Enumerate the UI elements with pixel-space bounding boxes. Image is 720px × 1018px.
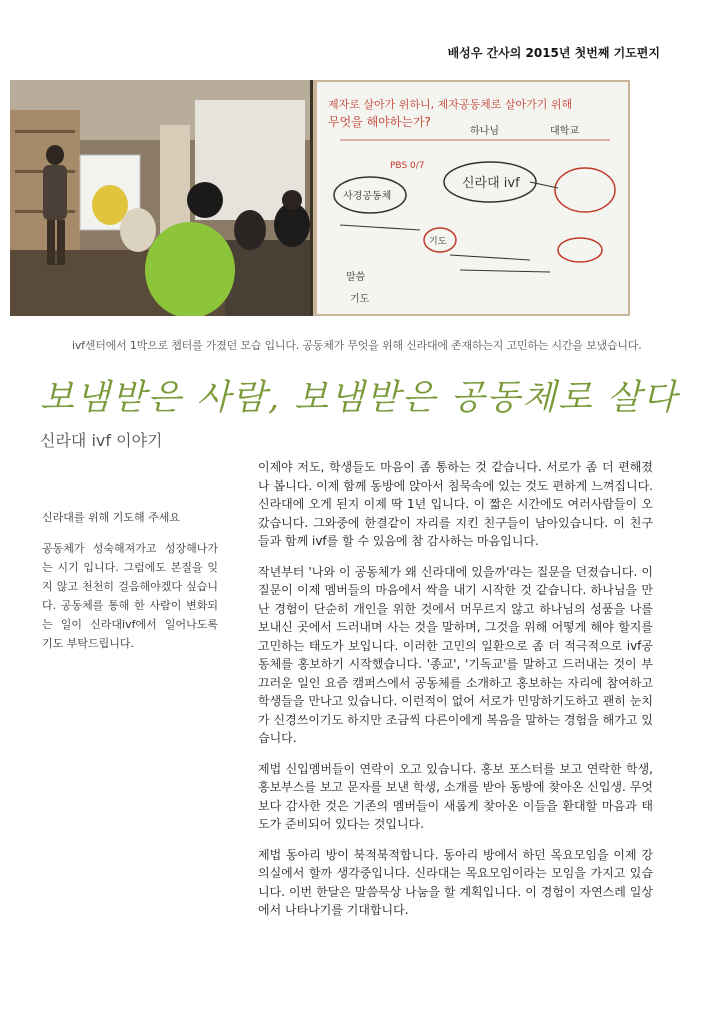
- person-green-jacket: [145, 222, 235, 316]
- person-standing-head: [46, 145, 64, 165]
- wb-daehakgyo: 대학교: [550, 126, 579, 137]
- article-paragraph: 작년부터 '나와 이 공동체가 왜 신라대에 있을까'라는 질문을 던졌습니다. 이 질문이 이제 멤버들의 마음에서 싹을 내기 시작한 것 같습니다. 하나님을 만난 경험이 단순히 개인을 위한 것에서 머무르지 않고 하나님의 성품을 나를 보내신 곳에서 드러내며 사는 것을 말하며, 그것을 위해 어떻게 해야 할지를 고민하는 태도가 보입니다. 이러한 고민의 일환으로 좀 더 적극적으로 ivf공동체를 홍보하기 시작했습니다. '종교', '기독교'를 말하고 드러내는 것이 부끄러운 일인 요즘 캠퍼스에서 공동체를 소개하고 홍보하는 자리에 참여하고 학생들을 만나고 있습니다. 이런적이 없어 서로가 민망하기도하고 괜히 눈치가 신경쓰이기도 하지만 조금씩 다른이에게 복음을 말하는 경험을 해가고 있습니다.: [258, 564, 653, 745]
- wb-hananim: 하나님: [470, 126, 499, 137]
- wb-bottom-label-2: 기도: [350, 294, 370, 305]
- person-dark: [234, 210, 266, 250]
- prayer-sidebar: [42, 508, 218, 653]
- photo-caption: ivf센터에서 1박으로 챕터를 가졌던 모습 입니다. 공동체가 무엇을 위해 신라대에 존재하는지 고민하는 시간을 보냈습니다.: [72, 339, 642, 352]
- wb-question-1: 제자로 살아가 위하니, 제자공동체로 살아가기 위해: [328, 98, 573, 111]
- article-headline: 보냄받은 사람, 보냄받은 공동체로 살다: [40, 378, 679, 418]
- wb-pbs: PBS 0/7: [390, 161, 425, 171]
- person-standing: [43, 165, 67, 220]
- wb-bottom-label: 말씀: [346, 272, 366, 283]
- wb-gigo: 기도: [429, 237, 447, 247]
- chapter-photo: [10, 80, 630, 316]
- wb-question-2: 무엇을 해야하는가?: [328, 115, 431, 129]
- article-paragraph: 이제야 저도, 학생들도 마음이 좀 통하는 것 같습니다. 서로가 좀 더 편해졌나 봅니다. 이제 함께 동방에 앉아서 침묵속에 있는 것도 편하게 느껴집니다. 신라대에 오게 된지 이제 딱 1년 입니다. 이 짧은 시간에도 여러사람들이 오갔습니다. 그와중에 한결같이 자리를 지킨 친구들이 남아있습니다. 이 친구들과 함께 ivf를 할 수 있음에 참 감사하는 마음입니다.: [258, 460, 653, 548]
- sidebar-body: 공동체가 성숙해져가고 성장해나가는 시기 입니다. 그럼에도 본질을 잊지 않고 천천히 걸음해야겠다 싶습니다. 공동체를 통해 한 사람이 변화되는 일이 신라대ivf에서 일어나도록 기도 부탁드립니다.: [42, 542, 218, 650]
- chapter-photo-illustration: [10, 80, 630, 316]
- article-body: [258, 458, 653, 932]
- wb-center-label: 신라대 ivf: [462, 176, 520, 191]
- table: [225, 240, 310, 316]
- article-subtitle: 신라대 ivf 이야기: [40, 431, 163, 450]
- sidebar-title: 신라대를 위해 기도해 주세요: [42, 511, 181, 524]
- person-sweater: [120, 208, 156, 252]
- wb-left-label: 사경공동체: [343, 191, 392, 202]
- article-paragraph: 제법 신입멤버들이 연락이 오고 있습니다. 홍보 포스터를 보고 연락한 학생, 홍보부스를 보고 문자를 보낸 학생, 소개를 받아 동방에 찾아온 신입생. 무엇보다 감사한 것은 기존의 멤버들이 새롭게 찾아온 이들을 환대할 마음과 태도가 준비되어 있다는 것입니다.: [258, 761, 653, 831]
- cabinet: [160, 125, 190, 235]
- article-paragraph: 제법 동아리 방이 북적북적합니다. 동아리 방에서 하던 목요모임을 이제 강의실에서 할까 생각중입니다. 신라대는 목요모임이라는 모임을 가지고 있습니다. 이번 한달은 말씀묵상 나눔을 할 계획입니다. 이 경험이 자연스레 일상에서 나타나기를 기대합니다.: [258, 847, 653, 917]
- person-green-head: [187, 182, 223, 218]
- newsletter-title: 배성우 간사의 2015년 첫번째 기도편지: [447, 46, 660, 60]
